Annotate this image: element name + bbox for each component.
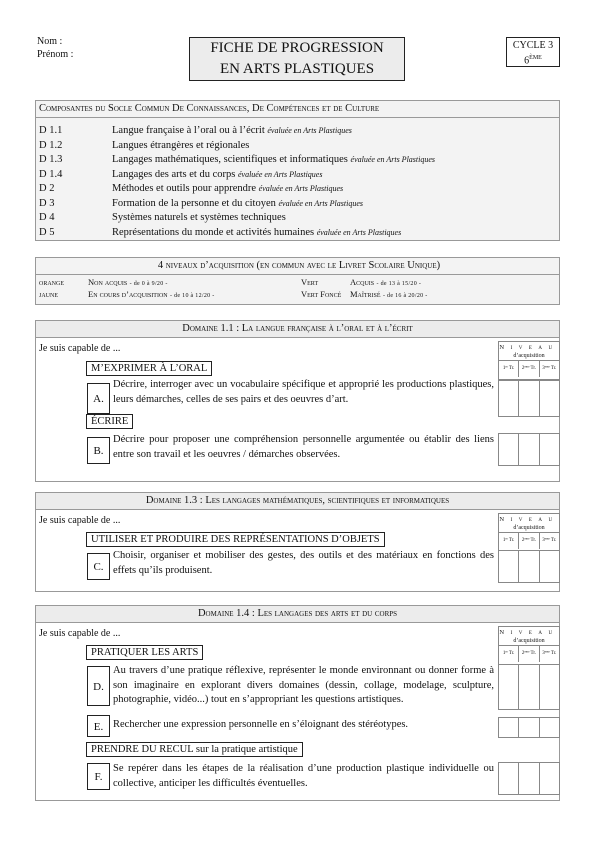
niveau-cells: [498, 550, 560, 583]
socle-label-text: Formation de la personne et du citoyen: [112, 197, 276, 209]
item-text: Se repérer dans les étapes de la réalisation d’une production plastique individuelle ou collective, anticiper les difficultés éventuelles.: [113, 763, 494, 789]
socle-item: [36, 226, 559, 241]
niveau-cell[interactable]: [519, 551, 539, 582]
niveau-columns: [499, 645, 559, 662]
title-line-2: EN ARTS PLASTIQUES: [219, 61, 375, 77]
item-text: Choisir, organiser et mobiliser des gestes, des outils et des matériaux en fonctions des effets qu’ils produisent.: [113, 550, 494, 576]
socle-code: D 1.4: [39, 168, 63, 180]
domain-title: Domaine 1.3 : Les langages mathématiques, scientifiques et informatiques: [36, 493, 559, 510]
niveau-header: [498, 341, 560, 380]
niveau-sub: d’acquisition: [513, 353, 545, 359]
socle-note: évaluée en Arts Plastiques: [316, 227, 402, 237]
item-text: Décrire, interroger avec un vocabulaire spécifique et approprié les productions plastiques, leurs démarches, celles de ses pairs et des oeuvres d’art.: [113, 379, 494, 405]
socle-code: D 4: [39, 212, 55, 223]
socle-item: [36, 153, 559, 168]
level-color: jaune: [39, 289, 58, 299]
niveau-cell[interactable]: [499, 434, 519, 465]
niveau-label: Niveau: [499, 516, 559, 523]
niveau-cells: [498, 380, 560, 417]
niveau-cell[interactable]: [499, 551, 519, 582]
domain-panel: [35, 320, 560, 482]
socle-item: [36, 197, 559, 212]
domain-panel: [35, 605, 560, 801]
niveau-cell[interactable]: [499, 665, 519, 709]
niveau-cell[interactable]: [499, 718, 519, 737]
socle-heading: Composantes du Socle Commun De Connaissances, De Compétences et de Culture: [36, 101, 559, 118]
grade-label: 6ÈME: [524, 55, 542, 67]
socle-note: évaluée en Arts Plastiques: [258, 184, 344, 193]
level-name: Acquis: [350, 277, 375, 287]
niveau-header: [498, 626, 560, 665]
trimester-label: 1ᵉʳ Tr.: [499, 361, 519, 377]
level-range: - de 0 à 9/20 -: [129, 281, 168, 287]
item-letter: E.: [87, 715, 110, 737]
level-entry: [39, 289, 215, 300]
socle-label: [112, 124, 352, 139]
item-text: Rechercher une expression personnelle en s’éloignant des stéréotypes.: [113, 719, 409, 730]
capable-intro: Je suis capable de ...: [39, 343, 121, 354]
item-text: Décrire pour proposer une compréhension personnelle argumentée ou établir des liens entre son travail et les oeuvres / démarches observées.: [113, 434, 494, 460]
trimester-label: 3ᵉᵐᵉ Tr.: [542, 538, 557, 543]
socle-list: [36, 118, 559, 240]
niveau-cell[interactable]: [499, 763, 519, 794]
socle-code: D 1.2: [39, 139, 63, 151]
skill-title: ÉCRIRE: [86, 414, 133, 429]
niveau-columns: [499, 360, 559, 377]
socle-code: D 3: [39, 197, 55, 209]
levels-heading: 4 niveaux d’acquisition (en commun avec le Livret Scolaire Unique): [36, 258, 559, 275]
skill-title: PRENDRE DU RECUL sur la pratique artistique: [86, 742, 303, 757]
cycle-badge: [506, 37, 560, 67]
socle-code: D 1.3: [39, 154, 63, 165]
niveau-cell[interactable]: [519, 718, 539, 737]
niveau-cell[interactable]: [540, 551, 559, 582]
socle-label: [112, 197, 363, 212]
level-entry: [301, 289, 428, 300]
socle-label: [112, 153, 435, 168]
trimester-label: 1ᵉʳ Tr.: [499, 533, 519, 549]
niveau-cell[interactable]: [519, 381, 539, 416]
niveau-cell[interactable]: [540, 665, 559, 709]
socle-label: [112, 211, 286, 226]
trimester-label: 2ᵉᵐᵉ Tr.: [519, 361, 539, 377]
socle-label: [112, 226, 401, 241]
niveau-sub: d’acquisition: [513, 638, 545, 644]
niveau-cells: [498, 762, 560, 795]
capable-intro: Je suis capable de ...: [39, 628, 121, 639]
level-entry: [39, 277, 168, 288]
skill-title: M’EXPRIMER À L’ORAL: [86, 361, 212, 376]
socle-label-text: Représentations du monde et activités humaines: [112, 226, 315, 238]
socle-note: évaluée en Arts Plastiques: [267, 126, 352, 135]
nom-label: Nom :: [37, 36, 63, 47]
level-name: Maîtrisé: [350, 289, 381, 299]
cycle-label: CYCLE 3: [512, 40, 554, 51]
capable-intro: Je suis capable de ...: [39, 515, 121, 526]
level-name: Non acquis: [88, 277, 128, 287]
item-letter: F.: [87, 763, 110, 790]
trimester-label: 1ᵉʳ Tr.: [499, 646, 519, 662]
niveau-header: [498, 513, 560, 552]
socle-note: évaluée en Arts Plastiques: [237, 169, 323, 179]
trimester-label: 2ᵉᵐᵉ Tr.: [519, 533, 539, 549]
trimester-label: 3ᵉᵐᵉ Tr.: [542, 366, 557, 371]
domain-title: Domaine 1.1 : La langue française à l’oral et à l’écrit: [36, 321, 559, 338]
socle-label-text: Systèmes naturels et systèmes techniques: [112, 212, 286, 223]
page-title: [189, 37, 405, 81]
level-range: - de 10 à 12/20 -: [169, 293, 215, 299]
niveau-cells: [498, 664, 560, 710]
socle-note: évaluée en Arts Plastiques: [350, 155, 436, 164]
trimester-label: 2ᵉᵐᵉ Tr.: [519, 646, 539, 662]
niveau-cell[interactable]: [519, 665, 539, 709]
niveau-cell[interactable]: [540, 434, 559, 465]
trimester-label: 3ᵉᵐᵉ Tr.: [542, 651, 557, 656]
prenom-label: Prénom :: [37, 49, 74, 60]
niveau-label: Niveau: [499, 344, 559, 351]
socle-item: [36, 139, 559, 154]
niveau-cell[interactable]: [519, 763, 539, 794]
item-text: Au travers d’une pratique réflexive, représenter le monde environnant ou donner forme à son imaginaire en explorant divers domaines (dessin, collage, modelage, sculpture, photographie, vidéo...) tout en s’appropriant les questions artistiques.: [113, 665, 494, 705]
socle-item: [36, 182, 559, 197]
socle-label-text: Langages des arts et du corps: [112, 168, 236, 180]
niveau-label: Niveau: [499, 629, 559, 636]
socle-label-text: Langues étrangères et régionales: [112, 139, 250, 151]
level-color: Vert Foncé: [301, 289, 342, 299]
item-letter: C.: [87, 553, 110, 580]
socle-item: [36, 211, 559, 226]
item-letter: A.: [87, 383, 110, 414]
level-color: orange: [39, 277, 64, 287]
socle-code: D 2: [39, 183, 55, 194]
skill-title: PRATIQUER LES ARTS: [86, 645, 203, 660]
item-letter: D.: [87, 666, 110, 706]
socle-note: évaluée en Arts Plastiques: [278, 198, 363, 208]
level-range: - de 13 à 15/20 -: [376, 281, 422, 287]
domain-title: Domaine 1.4 : Les langages des arts et du corps: [36, 606, 559, 623]
level-color: Vert: [301, 277, 319, 287]
niveau-columns: [499, 532, 559, 549]
title-line-1: FICHE DE PROGRESSION: [210, 40, 384, 56]
level-range: - de 16 à 20/20 -: [382, 293, 428, 299]
socle-label: [112, 182, 343, 197]
socle-label: [112, 168, 322, 183]
niveau-cell[interactable]: [540, 718, 559, 737]
socle-item: [36, 124, 559, 139]
item-letter: B.: [87, 437, 110, 464]
socle-label-text: Langages mathématiques, scientifiques et informatiques: [112, 154, 348, 165]
domain-panel: [35, 492, 560, 592]
skill-title: UTILISER ET PRODUIRE DES REPRÉSENTATIONS D’OBJETS: [86, 532, 385, 547]
niveau-cell[interactable]: [519, 434, 539, 465]
niveau-cells: [498, 717, 560, 738]
socle-panel: [35, 100, 560, 241]
levels-panel: [35, 257, 560, 305]
socle-code: D 5: [39, 226, 55, 238]
level-name: En cours d’acquisition: [88, 289, 168, 299]
socle-item: [36, 168, 559, 183]
niveau-cell[interactable]: [540, 763, 559, 794]
level-entry: [301, 277, 421, 288]
socle-code: D 1.1: [39, 125, 63, 136]
niveau-sub: d’acquisition: [513, 525, 545, 531]
niveau-cell[interactable]: [499, 381, 519, 416]
niveau-cell[interactable]: [540, 381, 559, 416]
socle-label: [112, 139, 249, 154]
niveau-cells: [498, 433, 560, 466]
socle-label-text: Langue française à l’oral ou à l’écrit: [112, 125, 265, 136]
socle-label-text: Méthodes et outils pour apprendre: [112, 183, 257, 194]
levels-legend: [39, 277, 554, 307]
